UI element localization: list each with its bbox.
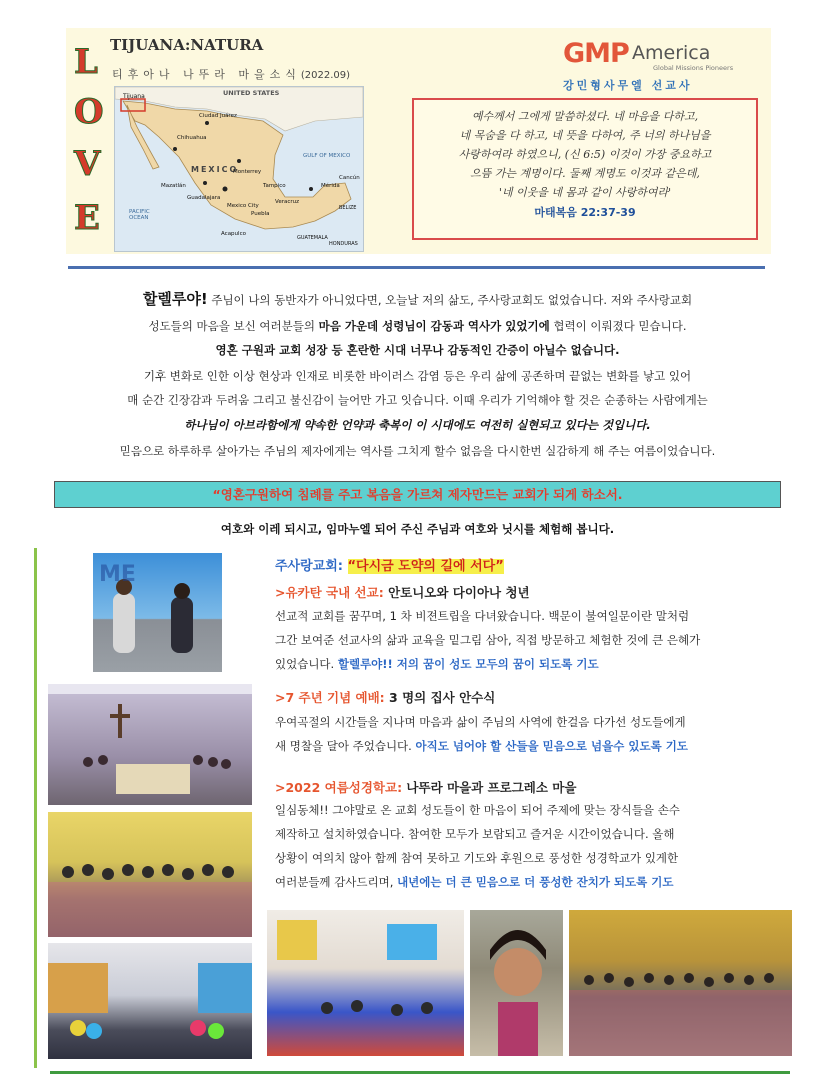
map-label-puebla: Puebla (251, 211, 270, 217)
love-letter-l: L (74, 42, 98, 82)
photo-child-praying (470, 910, 563, 1056)
section-text: 있었습니다. (275, 657, 338, 671)
intro-line-6: 하나님이 아브라함에게 약속한 언약과 축복이 이 시대에도 여전히 실현되고 있다는 것입니다. (184, 418, 651, 432)
map-label-honduras: HONDURAS (329, 241, 358, 247)
after-banner-text: 여호와 이레 되시고, 임마누엘 되어 주신 주님과 여호와 닛시를 체험해 봅니다. (220, 522, 615, 536)
photo-yucatan-youth (93, 553, 222, 672)
verse-line: 예수께서 그에게 말씀하셨다. 네 마음을 다하고, (471, 110, 699, 123)
map-label-tampico: Tampico (263, 183, 286, 189)
gmp-logo-text: GMP (563, 38, 629, 69)
love-letter-o: O (74, 92, 104, 132)
subtitle-text: 티후아나 나뚜라 마을소식 (112, 68, 301, 81)
verse-line: 으뜸 가는 계명이다. 둘째 계명도 이것과 같은데, (470, 167, 700, 180)
section-anniversary-line (275, 738, 688, 754)
section-anniversary-line: 우여곡절의 시간들을 지나며 마음과 삶이 주님의 사역에 한걸음 다가선 성도들에게 (275, 715, 686, 729)
prayer-request: 아직도 넘어야 할 산들을 믿음으로 넘을수 있도록 기도 (415, 739, 688, 753)
map-label-pacific: PACIFIC OCEAN (129, 209, 150, 221)
scripture-box (412, 98, 758, 240)
newsletter-subtitle (112, 66, 350, 82)
photo-vbs-kids-play (267, 910, 464, 1056)
section-subheading: 3 명의 집사 안수식 (389, 690, 496, 705)
map-label-merida: Mérida (321, 183, 340, 189)
map-label-belize: BELIZE (339, 205, 357, 211)
prayer-banner: “영혼구원하여 침례를 주고 복음을 가르쳐 제자만드는 교회가 되게 하소서. (54, 481, 781, 508)
photo-vbs-decorations-graphic (48, 943, 252, 1059)
church-heading (275, 555, 504, 574)
section-vbs-line (275, 874, 674, 890)
header-divider (68, 266, 765, 269)
map-label-mexico: MEXICO (191, 165, 239, 174)
photo-vbs-group-graphic (48, 812, 252, 937)
section-vbs-heading (275, 778, 576, 796)
church-name: 주사랑교회: (275, 559, 348, 574)
prayer-request: 내년에는 더 큰 믿음으로 더 풍성한 잔치가 되도록 기도 (397, 875, 674, 889)
map-label-guadalajara: Guadalajara (187, 195, 221, 201)
map-label-mexico-city: Mexico City (227, 203, 259, 209)
map-label-cancun: Cancún (339, 175, 360, 181)
map-label-veracruz: Veracruz (275, 199, 300, 205)
intro-line-4: 기후 변화로 인한 이상 현상과 인재로 비롯한 바이러스 감염 등은 우리 삶에 공존하며 끝없는 변화를 낳고 있어 (143, 369, 692, 383)
map-label-united-states: UNITED STATES (223, 89, 280, 97)
section-subheading: 나뚜라 마을과 프로그레소 마을 (406, 780, 577, 795)
newsletter-title: TIJUANA:NATURA (110, 36, 264, 54)
section-yucatan-heading (275, 583, 530, 601)
section-heading: >유카탄 국내 선교: (275, 585, 389, 600)
intro-text: 성도들의 마음을 보신 여러분들의 (148, 319, 319, 333)
intro-text: 협력이 이뤄졌다 믿습니다. (549, 319, 687, 333)
section-heading: >7 주년 기념 예배: (275, 690, 390, 705)
map-label-mazatlan: Mazatlán (161, 183, 186, 189)
hallelujah-lead: 할렐루야! (142, 290, 208, 308)
section-yucatan-line (275, 656, 599, 672)
section-vbs-line: 제작하고 설치하였습니다. 참여한 모두가 보람되고 즐거운 시간이었습니다. 올해 (275, 827, 675, 841)
photo-vbs-kids-play-graphic (267, 910, 464, 1056)
photo-anniversary-service (48, 684, 252, 805)
verse-line: 네 목숨을 다 하고, 네 뜻을 다하여, 주 너의 하나님을 (459, 129, 711, 142)
side-accent-line (34, 548, 37, 1068)
section-text: 새 명찰을 달아 주었습니다. (275, 739, 416, 753)
intro-line-3: 영혼 구원과 교회 성장 등 혼란한 시대 너무나 감동적인 간증이 아닐수 없습니다. (215, 343, 620, 357)
photo-vbs-decorations (48, 943, 252, 1059)
photo-vbs-large-group (569, 910, 792, 1056)
section-anniversary-heading (275, 688, 495, 706)
map-label-ciudad-juarez: Ciudad Juárez (199, 113, 237, 119)
intro-text: 주님이 나의 동반자가 아니었다면, 오늘날 저의 삶도, 주사랑교회도 없었습니다. 저와 주사랑교회 (207, 293, 693, 307)
mexico-map (114, 86, 364, 252)
intro-emphasis: 마음 가운데 성령님이 감동과 역사가 있었기에 (318, 319, 550, 333)
intro-line-2 (40, 318, 795, 334)
missionary-name: 강민형사무엘 선교사 (563, 79, 693, 92)
map-label-guatemala: GUATEMALA (297, 235, 328, 241)
gmp-logo-tagline: Global Missions Pioneers (653, 64, 734, 72)
photo-child-praying-graphic (470, 910, 563, 1056)
section-yucatan-line: 선교적 교회를 꿈꾸며, 1 차 비젼트립을 다녀왔습니다. 백문이 불여일문이란 말처럼 (275, 609, 690, 623)
map-label-gulf: GULF OF MEXICO (303, 153, 351, 159)
section-vbs-line: 일심동체!! 그야말로 온 교회 성도들이 한 마음이 되어 주제에 맞는 장식들을 손수 (275, 803, 680, 817)
photo-yucatan-youth-graphic (93, 553, 222, 672)
love-letter-e: E (74, 198, 100, 238)
subtitle-year: (2022.09) (300, 70, 351, 81)
map-label-acapulco: Acapulco (221, 231, 246, 237)
map-label-chihuahua: Chihuahua (177, 135, 207, 141)
section-vbs-line: 상황이 여의치 않아 함께 참여 못하고 기도와 후원으로 풍성한 성경학교가 있게한 (275, 851, 679, 865)
section-subheading: 안토니오와 다이아나 청년 (388, 585, 530, 600)
svg-text:ME: ME (99, 562, 136, 587)
prayer-request: 할렐루야!! 저의 꿈이 성도 모두의 꿈이 되도록 기도 (337, 657, 599, 671)
bottom-accent-line (50, 1071, 790, 1074)
love-letter-v: V (74, 144, 101, 184)
verse-line: 사랑하여라 하였으니, (신 6:5) 이것이 가장 중요하고 (458, 148, 712, 161)
photo-vbs-group (48, 812, 252, 937)
photo-vbs-large-group-graphic (569, 910, 792, 1056)
map-label-tijuana: Tijuana (123, 93, 145, 100)
intro-line-1 (40, 288, 795, 309)
intro-line-5: 매 순간 긴장감과 두려움 그리고 불신감이 늘어만 가고 잇습니다. 이때 우리가 기억해야 할 것은 순종하는 사람에게는 (127, 393, 708, 407)
gmp-logo-america: America (632, 42, 711, 64)
verse-line: '네 이웃을 네 몸과 같이 사랑하여라' (498, 186, 672, 199)
intro-line-7: 믿음으로 하루하루 살아가는 주님의 제자에게는 역사를 그치게 할수 없음을 다시한번 실감하게 해 주는 여름이었습니다. (119, 444, 716, 458)
section-text: 여러분들께 감사드리며, (275, 875, 398, 889)
verse-reference: 마태복음 22:37-39 (534, 206, 636, 219)
newsletter-header (66, 28, 771, 254)
section-heading: >2022 여름성경학교: (275, 780, 407, 795)
church-theme: “다시금 도약의 길에 서다” (347, 559, 504, 574)
map-label-monterrey: Monterrey (233, 169, 262, 175)
photo-anniversary-graphic (48, 684, 252, 805)
section-yucatan-line: 그간 보여준 선교사의 삶과 교육을 밑그림 삼아, 직접 방문하고 체험한 것에 큰 은혜가 (275, 633, 701, 647)
